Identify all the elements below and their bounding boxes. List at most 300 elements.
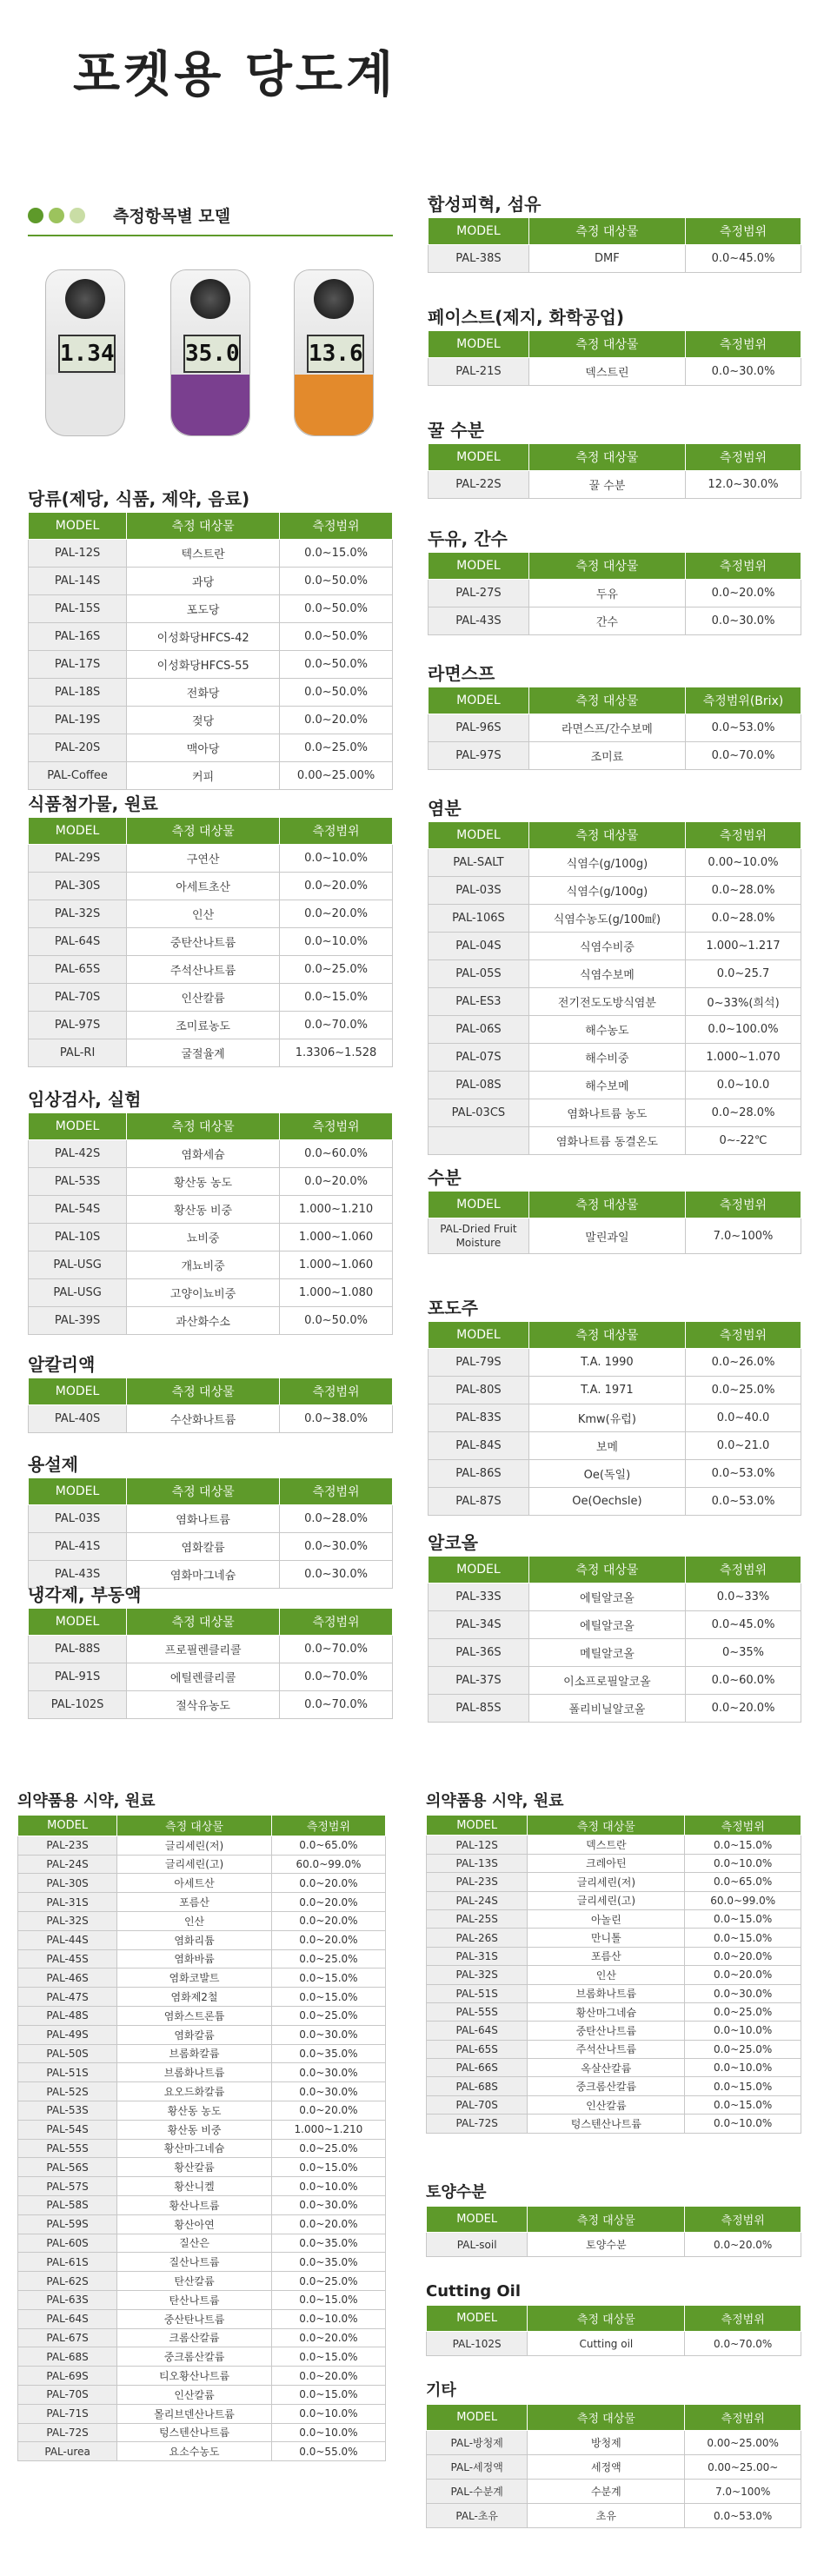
target-cell: 조미료 [528,742,685,770]
column-header: 측정 대상물 [127,1609,280,1636]
table-row [429,1044,801,1072]
target-cell: 두유 [528,580,685,607]
model-cell: PAL-04S [429,933,529,960]
range-cell: 0.0~30.0% [271,2025,385,2044]
table-row [429,471,801,499]
table-header-row [429,687,801,714]
table-row [427,2095,801,2114]
table-header-row [29,818,393,845]
table-row [18,2423,386,2442]
section-15 [428,1530,801,1723]
table-row [429,714,801,742]
model-cell: PAL-03CS [429,1099,529,1127]
subtitle-divider [28,235,393,236]
table-row [18,1893,386,1912]
table-row [18,2272,386,2291]
range-cell: 0.0~100.0% [686,1016,801,1044]
model-cell: PAL-22S [429,471,529,499]
model-cell: PAL-초유 [427,2504,528,2528]
target-cell: 주석산나트륨 [127,956,280,984]
device-display: 1.34 [58,335,116,373]
table-row [429,849,801,877]
target-cell: 중크롬산칼륨 [117,2347,272,2367]
range-cell: 0.0~25.0% [685,2002,801,2021]
table-row [18,2082,386,2101]
model-table [426,1815,801,2134]
table-row [18,2158,386,2177]
target-cell: 염화바륨 [117,1949,272,1969]
column-header: 측정범위 [685,2405,801,2431]
table-row [429,1488,801,1516]
model-cell: PAL-07S [429,1044,529,1072]
section-13 [428,1165,801,1254]
range-cell: 0.0~50.0% [280,651,393,679]
target-cell: 요오드화칼륨 [117,2082,272,2101]
table-row [29,1196,393,1224]
range-cell: 0.0~50.0% [280,1307,393,1335]
target-cell: 황산마그네슘 [528,2002,685,2021]
model-cell: PAL-23S [18,1836,117,1855]
model-cell: PAL-12S [29,540,127,568]
range-cell: 0.0~25.0% [280,956,393,984]
model-cell: PAL-51S [18,2063,117,2082]
table-row [29,928,393,956]
table-header-row [429,1557,801,1583]
model-cell: PAL-52S [18,2082,117,2101]
model-cell: PAL-63S [18,2290,117,2309]
table-row [29,734,393,762]
target-cell: 황산나트륨 [117,2195,272,2214]
refractometer-image [294,269,374,436]
model-cell: PAL-19S [29,707,127,734]
model-cell: PAL-62S [18,2272,117,2291]
range-cell: 0.0~33% [686,1583,801,1611]
target-cell: 염화스트론튬 [117,2006,272,2025]
range-cell: 0.0~20.0% [280,1168,393,1196]
table-row [29,651,393,679]
column-header: 측정범위 [686,1322,801,1349]
model-table [428,1321,801,1516]
range-cell: 0.0~50.0% [280,679,393,707]
table-row [429,580,801,607]
column-header: 측정 대상물 [528,1322,685,1349]
column-header: MODEL [29,1113,127,1140]
target-cell: 염화리튬 [117,1930,272,1949]
range-cell: 0.0~50.0% [280,595,393,623]
model-cell: PAL-68S [427,2077,528,2095]
target-cell: 뇨비중 [127,1224,280,1251]
table-row [427,2332,801,2356]
table-row [29,984,393,1012]
target-cell: 꿀 수분 [528,471,685,499]
target-cell: 식염수보메 [528,960,685,988]
range-cell: 0.0~30.0% [685,1984,801,2002]
table-row [18,2101,386,2120]
range-cell: 0.0~53.0% [686,1460,801,1488]
column-header: 측정범위 [686,1557,801,1583]
table-row [18,2177,386,2196]
table-header-row [429,822,801,849]
target-cell: 황산마그네슘 [117,2139,272,2158]
range-cell: 0.0~53.0% [686,714,801,742]
model-table [28,1378,393,1433]
table-row [18,1930,386,1949]
target-cell: 라면스프/간수보메 [528,714,685,742]
table-row [429,933,801,960]
section-1 [28,486,393,790]
table-row [29,1307,393,1335]
table-header-row [427,2207,801,2233]
target-cell: 황산동 비중 [127,1196,280,1224]
range-cell: 0.0~28.0% [686,877,801,905]
table-row [427,1909,801,1928]
section-title: Cutting Oil [426,2282,522,2300]
section-7 [428,191,801,273]
table-row [29,1039,393,1067]
range-cell: 0.0~10.0% [685,2059,801,2077]
table-row [427,1929,801,1947]
section-title: 토양수분 [426,2183,487,2201]
model-cell: PAL-21S [429,358,529,386]
table-header-row [429,444,801,471]
range-cell: 1.000~1.217 [686,933,801,960]
table-row [18,1836,386,1855]
range-cell: 0.0~20.0% [685,1947,801,1965]
target-cell: 에틸알코올 [528,1583,685,1611]
column-header: MODEL [429,822,529,849]
target-cell: 옥살산칼륨 [528,2059,685,2077]
model-cell: PAL-57S [18,2177,117,2196]
model-cell: PAL-83S [429,1404,529,1432]
range-cell: 0.0~15.0% [685,2077,801,2095]
table-row [29,1279,393,1307]
target-cell: 보메 [528,1432,685,1460]
table-row [429,1611,801,1639]
range-cell: 0.0~15.0% [271,2158,385,2177]
model-cell: PAL-27S [429,580,529,607]
target-cell: 아세트산 [117,1874,272,1893]
model-cell: PAL-54S [29,1196,127,1224]
range-cell: 0.0~20.0% [280,900,393,928]
target-cell: 고양이뇨비중 [127,1279,280,1307]
range-cell: 0.0~15.0% [280,540,393,568]
range-cell: 0~35% [686,1639,801,1667]
model-cell [429,1127,529,1155]
target-cell: 식염수(g/100g) [528,877,685,905]
range-cell: 0.0~10.0 [686,1072,801,1099]
target-cell: 크롬산칼륨 [117,2328,272,2347]
target-cell: 염화코발트 [117,1969,272,1988]
table-row [29,1663,393,1691]
model-table [17,1815,386,2461]
table-row [29,1224,393,1251]
range-cell: 0.0~65.0% [271,1836,385,1855]
model-table [428,443,801,499]
table-row [427,2059,801,2077]
column-header: MODEL [429,444,529,471]
model-cell: PAL-43S [429,607,529,635]
section-11 [428,661,801,770]
model-cell: PAL-30S [29,873,127,900]
table-row [18,1969,386,1988]
range-cell: 0.0~20.0% [686,580,801,607]
model-cell: PAL-88S [29,1636,127,1663]
range-cell: 0.0~25.0% [686,1377,801,1404]
range-cell: 0.0~20.0% [271,1874,385,1893]
column-header: 측정범위 [280,513,393,540]
model-cell: PAL-61S [18,2253,117,2272]
range-cell: 0.0~10.0% [271,2177,385,2196]
column-header: 측정 대상물 [528,687,685,714]
column-header: 측정 대상물 [528,1192,685,1218]
model-cell: PAL-23S [427,1873,528,1891]
range-cell: 0.0~70.0% [685,2332,801,2356]
column-header: MODEL [429,1192,529,1218]
table-row [18,2404,386,2423]
model-cell: PAL-USG [29,1251,127,1279]
model-cell: PAL-55S [18,2139,117,2158]
model-cell: PAL-84S [429,1432,529,1460]
column-header: 측정범위 [280,1478,393,1505]
column-header: 측정범위 [686,331,801,358]
table-row [427,2480,801,2504]
section-title: 두유, 간수 [428,528,508,549]
model-cell: PAL-49S [18,2025,117,2044]
target-cell: 중탄산나트륨 [127,928,280,956]
model-cell: PAL-31S [427,1947,528,1965]
model-cell: PAL-36S [429,1639,529,1667]
target-cell: 식염수비중 [528,933,685,960]
range-cell: 0.0~40.0 [686,1404,801,1432]
table-row [427,2077,801,2095]
table-row [18,2347,386,2367]
target-cell: 포도당 [127,595,280,623]
model-cell: PAL-13S [427,1854,528,1872]
column-header: MODEL [427,2207,528,2233]
section-19 [426,2279,801,2356]
model-cell: PAL-85S [429,1695,529,1723]
model-table [428,217,801,273]
section-6 [28,1582,393,1719]
target-cell: 토양수분 [528,2233,685,2257]
table-row [429,607,801,635]
range-cell: 1.000~1.210 [280,1196,393,1224]
target-cell: 간수 [528,607,685,635]
table-row [429,1404,801,1432]
column-header: 측정범위 [280,1609,393,1636]
range-cell: 0.0~70.0% [280,1663,393,1691]
target-cell: 프로필렌클리콜 [127,1636,280,1663]
target-cell: 염화마그네슘 [127,1561,280,1589]
column-header: 측정 대상물 [117,1816,272,1836]
range-cell: 0.0~55.0% [271,2442,385,2461]
model-cell: PAL-Dried Fruit Moisture [429,1218,529,1254]
model-table [28,512,393,790]
table-row [427,2022,801,2040]
column-header: MODEL [429,1557,529,1583]
column-header: MODEL [429,218,529,245]
target-cell: 전기전도도방식염분 [528,988,685,1016]
column-header: 측정 대상물 [127,1113,280,1140]
column-header: 측정범위 [280,1378,393,1405]
model-table [428,821,801,1155]
range-cell: 0.0~30.0% [280,1561,393,1589]
table-header-row [429,218,801,245]
lens-icon [65,279,105,319]
range-cell: 0.0~38.0% [280,1405,393,1433]
model-cell: PAL-70S [18,2385,117,2404]
range-cell: 0.0~20.0% [271,2328,385,2347]
column-header: MODEL [429,331,529,358]
lens-icon [190,279,230,319]
model-cell: PAL-67S [18,2328,117,2347]
range-cell: 60.0~99.0% [271,1855,385,1874]
target-cell: 황산동 농도 [117,2101,272,2120]
range-cell: 0.0~10.0% [271,2423,385,2442]
table-row [18,2044,386,2063]
model-cell: PAL-37S [429,1667,529,1695]
device-band [46,375,124,435]
range-cell: 0.0~15.0% [280,984,393,1012]
range-cell: 0.0~60.0% [280,1140,393,1168]
section-title: 용설제 [28,1454,78,1475]
model-cell: PAL-59S [18,2214,117,2234]
table-row [18,2120,386,2139]
table-row [18,1988,386,2007]
model-cell: PAL-방청제 [427,2431,528,2455]
section-14 [428,1295,801,1516]
model-cell: PAL-40S [29,1405,127,1433]
target-cell: 염화나트륨 동결온도 [528,1127,685,1155]
column-header: MODEL [29,818,127,845]
target-cell: 텅스텐산나트륨 [528,2115,685,2133]
target-cell: 글리세린(고) [117,1855,272,1874]
column-header: MODEL [427,2306,528,2332]
column-header: 측정 대상물 [127,513,280,540]
section-5 [28,1451,393,1589]
target-cell: 크레아틴 [528,1854,685,1872]
table-row [18,2309,386,2328]
target-cell: 폴리비닐알코올 [528,1695,685,1723]
target-cell: Cutting oil [528,2332,685,2356]
table-row [429,1099,801,1127]
target-cell: 황산동 농도 [127,1168,280,1196]
model-cell: PAL-30S [18,1874,117,1893]
table-row [429,960,801,988]
section-subtitle: 측정항목별 모델 [113,207,231,226]
table-row [29,873,393,900]
range-cell: 0.0~20.0% [271,1930,385,1949]
table-row [427,1836,801,1854]
range-cell: 0.0~25.0% [280,734,393,762]
section-title: 식품첨가물, 원료 [28,793,158,814]
range-cell: 0.0~25.0% [271,1949,385,1969]
range-cell: 0.0~30.0% [271,2195,385,2214]
range-cell: 0.0~53.0% [685,2504,801,2528]
table-row [427,2504,801,2528]
model-cell: PAL-66S [427,2059,528,2077]
model-cell: PAL-50S [18,2044,117,2063]
target-cell: 말린과일 [528,1218,685,1254]
target-cell: 글리세린(고) [528,1891,685,1909]
target-cell: 주석산나트륨 [528,2040,685,2058]
column-header: 측정범위 [685,2306,801,2332]
table-row [427,2002,801,2021]
target-cell: 염화칼륨 [117,2025,272,2044]
target-cell: 포름산 [528,1947,685,1965]
model-cell: PAL-25S [427,1909,528,1928]
model-cell: PAL-106S [429,905,529,933]
table-header-row [29,513,393,540]
range-cell: 1.000~1.060 [280,1224,393,1251]
range-cell: 0.0~70.0% [280,1012,393,1039]
range-cell: 0.0~20.0% [280,873,393,900]
range-cell: 1.000~1.210 [271,2120,385,2139]
section-3 [28,1086,393,1335]
target-cell: 인산 [528,1966,685,1984]
target-cell: 덱스트린 [528,358,685,386]
model-cell: PAL-20S [29,734,127,762]
model-cell: PAL-16S [29,623,127,651]
range-cell: 0.00~10.0% [686,849,801,877]
target-cell: 커피 [127,762,280,790]
target-cell: 이소프로필알코올 [528,1667,685,1695]
column-header: 측정 대상물 [528,331,685,358]
table-row [29,845,393,873]
column-header: 측정범위 [686,444,801,471]
section-16 [17,1789,386,2461]
range-cell: 0.0~20.0% [271,2101,385,2120]
range-cell: 0.0~30.0% [271,2082,385,2101]
model-cell: PAL-51S [427,1984,528,2002]
table-row [427,1947,801,1965]
table-row [29,956,393,984]
target-cell: 해수농도 [528,1016,685,1044]
table-row [29,1251,393,1279]
column-header: 측정 대상물 [528,2405,685,2431]
model-cell: PAL-42S [29,1140,127,1168]
range-cell: 0.0~15.0% [685,2095,801,2114]
column-header: MODEL [29,513,127,540]
range-cell: 0.0~60.0% [686,1667,801,1695]
range-cell: 0.0~35.0% [271,2253,385,2272]
section-title: 당류(제당, 식품, 제약, 음료) [28,488,250,509]
target-cell: 중크롬산칼륨 [528,2077,685,2095]
lens-icon [314,279,354,319]
target-cell: 아세트초산 [127,873,280,900]
range-cell: 0.00~25.00~ [685,2455,801,2480]
column-header: MODEL [429,553,529,580]
table-row [29,1533,393,1561]
model-cell: PAL-수분계 [427,2480,528,2504]
target-cell: 글리세린(저) [528,1873,685,1891]
model-cell: PAL-55S [427,2002,528,2021]
column-header: MODEL [18,1816,117,1836]
table-row [18,2195,386,2214]
range-cell: 60.0~99.0% [685,1891,801,1909]
model-cell: PAL-60S [18,2234,117,2253]
dot-icon [70,208,85,223]
section-4 [28,1351,393,1433]
model-cell: PAL-43S [29,1561,127,1589]
table-row [427,2115,801,2133]
target-cell: 브롬화나트륨 [117,2063,272,2082]
section-17 [426,1789,801,2134]
table-row [29,540,393,568]
target-cell: 해수보메 [528,1072,685,1099]
model-cell: PAL-03S [29,1505,127,1533]
model-cell: PAL-65S [427,2040,528,2058]
